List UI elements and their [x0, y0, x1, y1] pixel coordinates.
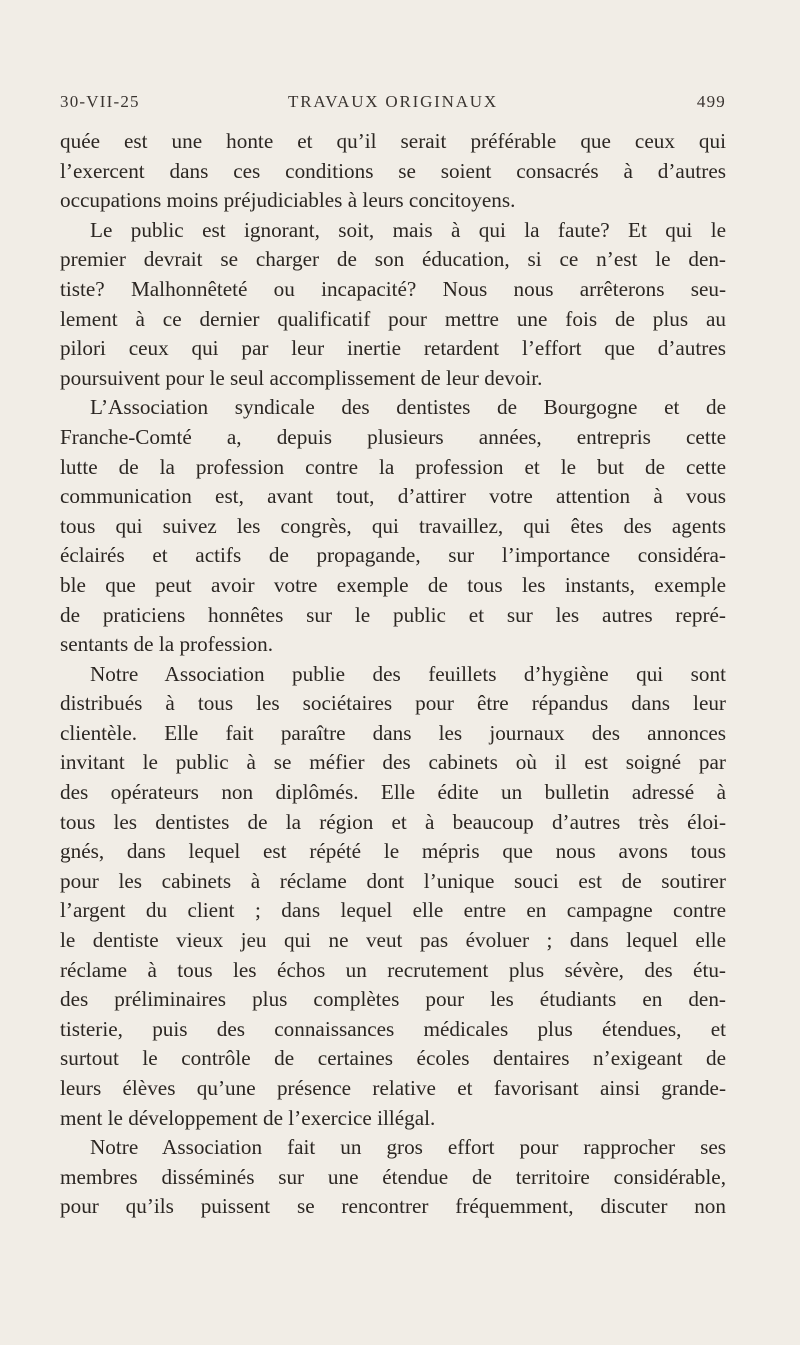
text-line: sentants de la profession. — [60, 632, 274, 657]
paragraph — [60, 660, 726, 1134]
text-line: ment le développement de l’exercice illégal. — [60, 1105, 436, 1130]
text-line: L’Association syndicale des dentistes de Bourgogne et de — [90, 395, 726, 420]
text-line: occupations moins préjudiciables à leurs concitoyens. — [60, 188, 516, 213]
text-line: quée est une honte et qu’il serait préférable que ceux qui — [60, 129, 726, 153]
text-line: des préliminaires plus complètes pour les étudiants en den- — [60, 987, 726, 1012]
header-date: 30-VII-25 — [60, 92, 140, 111]
text-line: pilori ceux qui par leur inertie retardent l’effort que d’autres — [60, 336, 726, 361]
text-line: Franche-Comté a, depuis plusieurs années, entrepris cette — [60, 424, 726, 449]
text-line: pour les cabinets à réclame dont l’unique souci est de soutirer — [60, 868, 726, 893]
running-header — [60, 92, 726, 118]
text-line: tous les dentistes de la région et à beaucoup d’autres très éloi- — [60, 809, 726, 834]
paragraph — [60, 393, 726, 659]
text-line: tisterie, puis des connaissances médicales plus étendues, et — [60, 1016, 726, 1041]
header-title: TRAVAUX ORIGINAUX — [288, 92, 498, 111]
text-line: invitant le public à se méfier des cabinets où il est soigné par — [60, 750, 726, 775]
text-line: distribués à tous les sociétaires pour être répandus dans leur — [60, 691, 726, 716]
page-number: 499 — [696, 92, 726, 111]
text-line: le dentiste vieux jeu qui ne veut pas évoluer ; dans lequel elle — [60, 928, 726, 953]
text-line: l’exercent dans ces conditions se soient consacrés à d’autres — [60, 158, 726, 183]
text-line: poursuivent pour le seul accomplissement de leur devoir. — [60, 365, 543, 390]
text-line: leurs élèves qu’une présence relative et favorisant ainsi grande- — [60, 1076, 726, 1100]
body-text — [60, 127, 726, 1222]
text-line: de praticiens honnêtes sur le public et sur les autres repré- — [60, 602, 726, 627]
text-line: communication est, avant tout, d’attirer votre attention à vous — [60, 484, 726, 509]
text-line: ble que peut avoir votre exemple de tous les instants, exemple — [60, 572, 726, 597]
text-line: réclame à tous les échos un recrutement plus sévère, des étu- — [60, 957, 726, 982]
paragraph — [60, 1133, 726, 1222]
text-line: tous qui suivez les congrès, qui travaillez, qui êtes des agents — [60, 513, 726, 538]
text-line: Notre Association publie des feuillets d’hygiène qui sont — [90, 661, 726, 686]
text-line: lement à ce dernier qualificatif pour mettre une fois de plus au — [60, 306, 726, 331]
text-line: premier devrait se charger de son éducation, si ce n’est le den- — [60, 247, 726, 272]
text-line: l’argent du client ; dans lequel elle entre en campagne contre — [60, 898, 726, 923]
paragraph — [60, 216, 726, 394]
text-line: clientèle. Elle fait paraître dans les journaux des annonces — [60, 720, 726, 745]
text-line: éclairés et actifs de propagande, sur l’importance considéra- — [60, 543, 726, 568]
paragraph — [60, 127, 726, 216]
text-line: lutte de la profession contre la profession et le but de cette — [60, 454, 726, 479]
text-line: Le public est ignorant, soit, mais à qui la faute? Et qui le — [90, 217, 726, 242]
text-line: tiste? Malhonnêteté ou incapacité? Nous nous arrêterons seu- — [60, 276, 726, 301]
text-line: gnés, dans lequel est répété le mépris que nous avons tous — [60, 839, 726, 864]
text-line: pour qu’ils puissent se rencontrer fréquemment, discuter non — [60, 1194, 726, 1219]
text-line: des opérateurs non diplômés. Elle édite un bulletin adressé à — [60, 780, 726, 805]
text-line: Notre Association fait un gros effort pour rapprocher ses — [90, 1135, 726, 1160]
text-line: membres disséminés sur une étendue de territoire considérable, — [60, 1164, 726, 1189]
text-line: surtout le contrôle de certaines écoles dentaires n’exigeant de — [60, 1046, 726, 1071]
